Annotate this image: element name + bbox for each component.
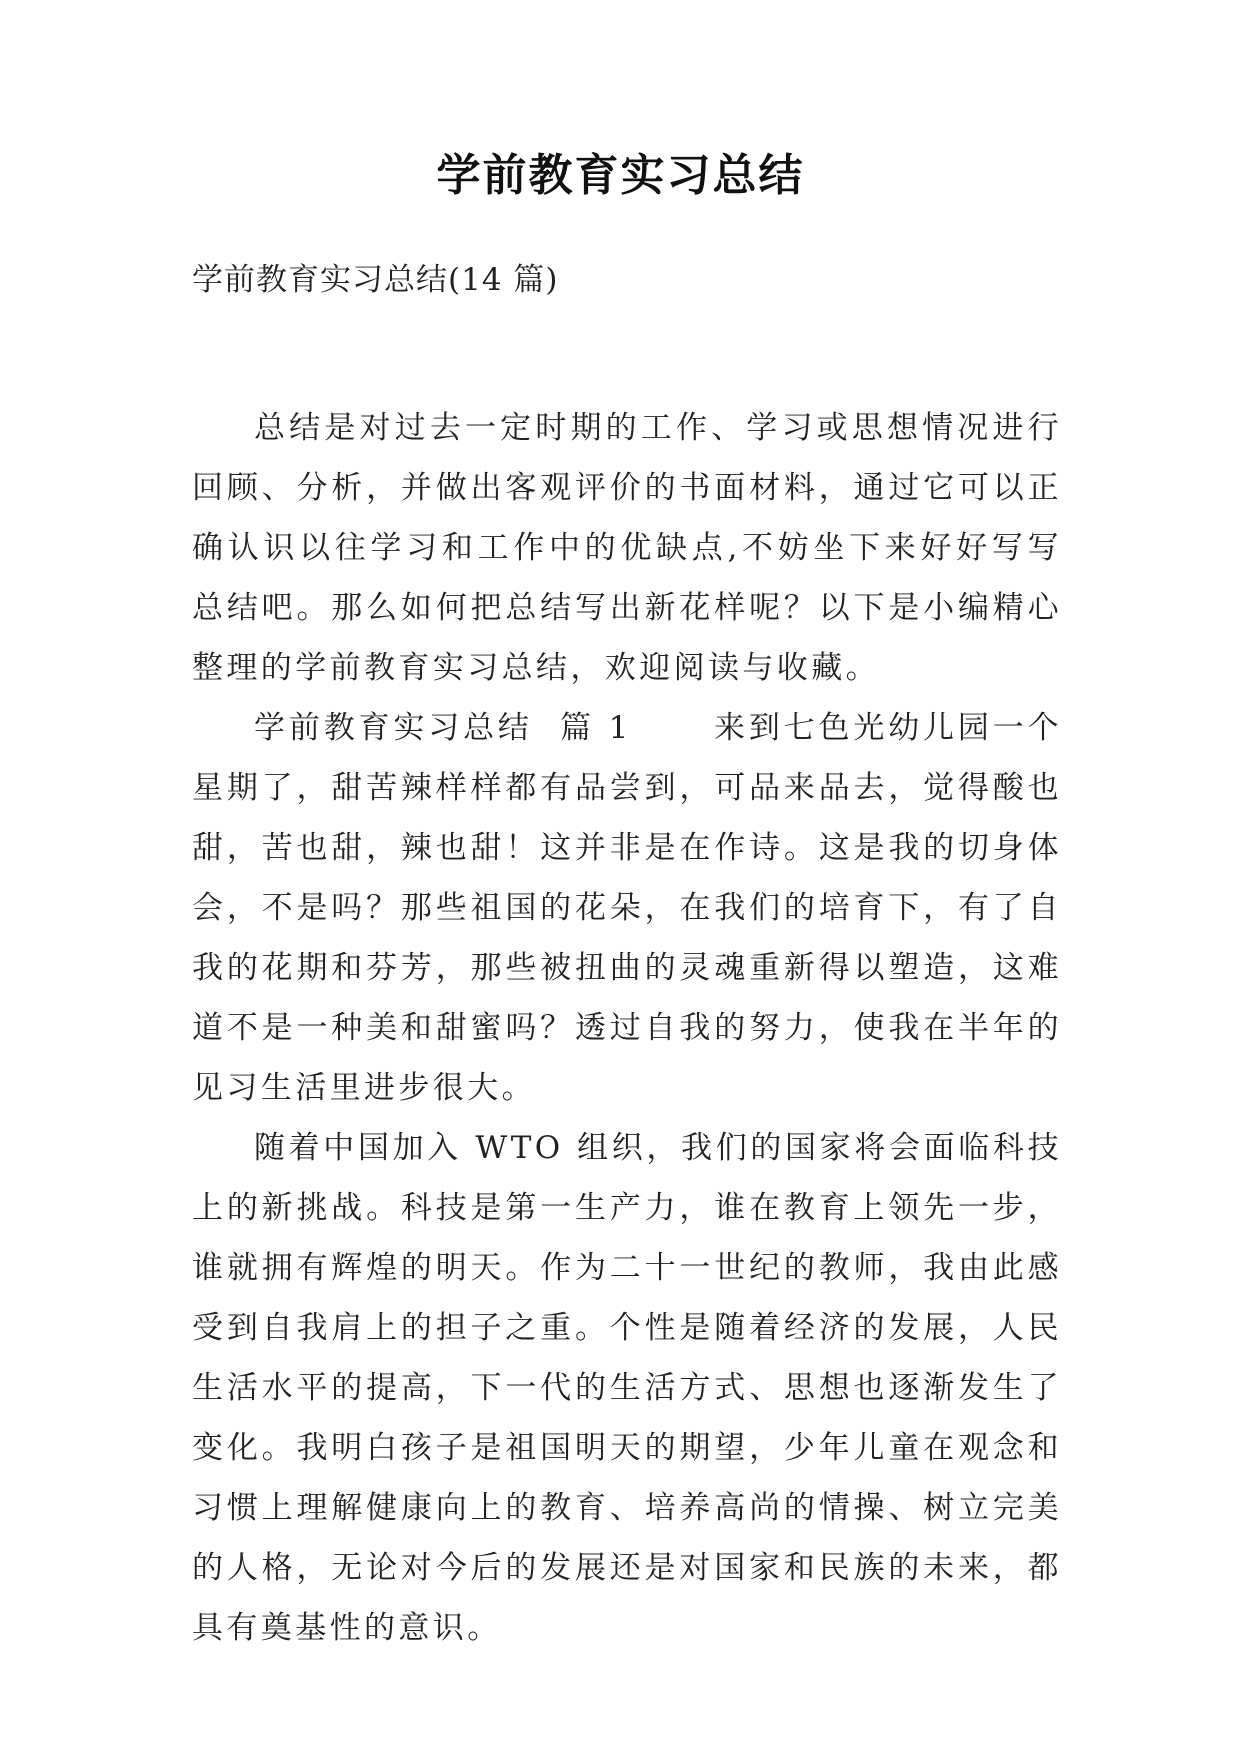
body-paragraph: 随着中国加入 WTO 组织，我们的国家将会面临科技上的新挑战。科技是第一生产力，谁在教育上领先一步，谁就拥有辉煌的明天。作为二十一世纪的教师，我由此感受到自我肩上的担子之重。个性是随着经济的发展，人民生活水平的提高，下一代的生活方式、思想也逐渐发生了变化。我明白孩子是祖国明天的期望，少年儿童在观念和习惯上理解健康向上的教育、培养高尚的情操、树立完美的人格，无论对今后的发展还是对国家和民族的未来，都具有奠基性的意识。 bbox=[192, 1130, 1062, 1646]
document-subtitle: 学前教育实习总结(14 篇) bbox=[192, 262, 559, 298]
intro-paragraph: 总结是对过去一定时期的工作、学习或思想情况进行回顾、分析，并做出客观评价的书面材料，通过它可以正确认识以往学习和工作中的优缺点,不妨坐下来好好写写总结吧。那么如何把总结写出新花样呢？以下是小编精心整理的学前教育实习总结，欢迎阅读与收藏。 bbox=[192, 410, 1062, 686]
document-body bbox=[192, 398, 1062, 1658]
document-title: 学前教育实习总结 bbox=[436, 150, 805, 201]
section-1-paragraph: 学前教育实习总结 篇 1 来到七色光幼儿园一个星期了，甜苦辣样样都有品尝到，可品来品去，觉得酸也甜，苦也甜，辣也甜！这并非是在作诗。这是我的切身体会，不是吗？那些祖国的花朵，在我们的培育下，有了自我的花期和芬芳，那些被扭曲的灵魂重新得以塑造，这难道不是一种美和甜蜜吗？透过自我的努力，使我在半年的见习生活里进步很大。 bbox=[192, 710, 1062, 1106]
